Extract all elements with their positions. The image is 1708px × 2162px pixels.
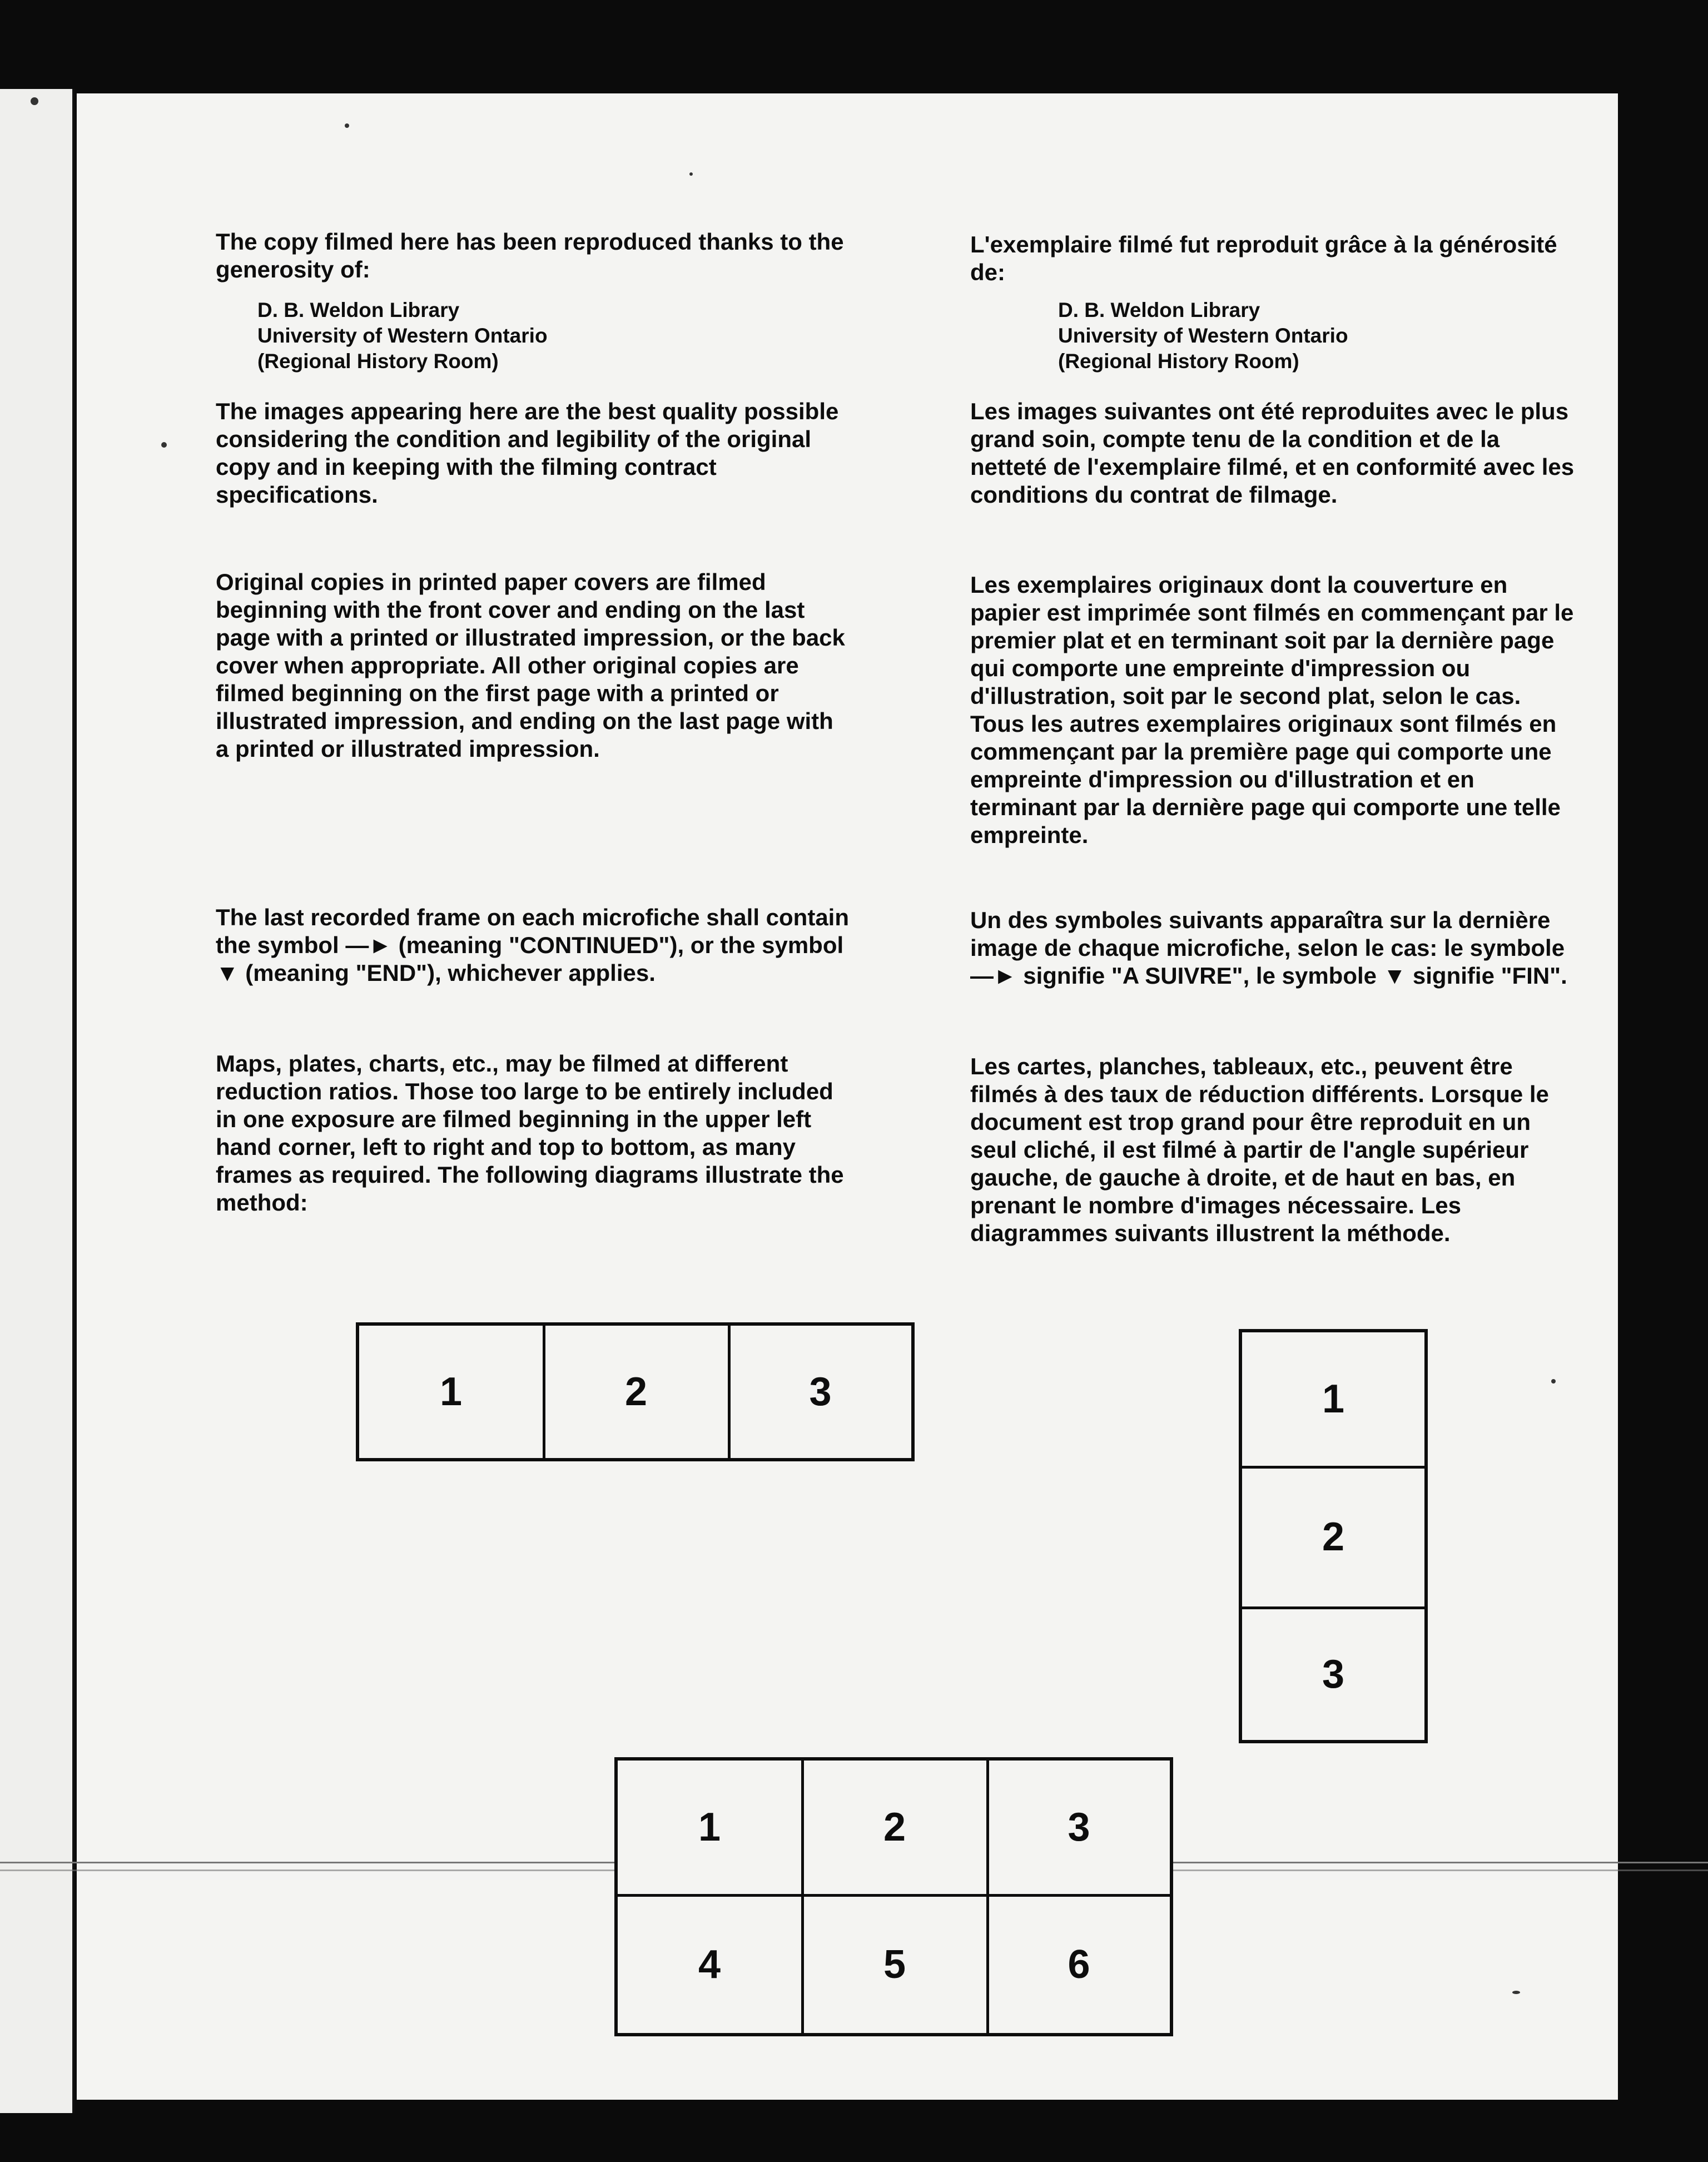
maps-paragraph-fr: Les cartes, planches, tableaux, etc., peuvent être filmés à des taux de réduction différents. Lorsque le document est trop grand pour être reproduit en un seul cliché, il est filmé à partir de l'angle supérieur gauche, de gauche à droite, et de haut en bas, en prenant le nombre d'images nécessaire. Les diagrammes suivants illustrent la méthode. xyxy=(970,1053,1549,1246)
dust-speck xyxy=(1551,1379,1556,1384)
frame-cell: 2 xyxy=(1242,1467,1424,1609)
address-line: University of Western Ontario xyxy=(1058,324,1348,347)
thanks-paragraph: The copy filmed here has been reproduced thanks to the generosity of: xyxy=(216,229,844,282)
frame-cell: 3 xyxy=(988,1761,1170,1897)
address-line: D. B. Weldon Library xyxy=(257,299,460,321)
frame-cell: 1 xyxy=(1242,1332,1424,1469)
library-address-fr xyxy=(1058,297,1348,374)
page-edge-line xyxy=(72,89,75,2113)
thanks-paragraph-fr: L'exemplaire filmé fut reproduit grâce à la générosité de: xyxy=(970,231,1557,285)
symbols-paragraph: The last recorded frame on each microfiche shall contain the symbol ―► (meaning "CONTINUED"), or the symbol ▼ (meaning "END"), whichever applies. xyxy=(216,904,850,986)
frame-cell: 2 xyxy=(803,1761,989,1897)
address-line: (Regional History Room) xyxy=(1058,350,1299,373)
dust-speck xyxy=(689,172,693,176)
address-line: (Regional History Room) xyxy=(257,350,499,373)
dust-speck xyxy=(1512,1991,1520,1994)
frame-cell: 2 xyxy=(544,1326,731,1458)
frame-cell: 4 xyxy=(618,1896,804,2033)
vertical-frames-diagram xyxy=(1239,1329,1428,1743)
symbols-paragraph-fr: Un des symboles suivants apparaîtra sur la dernière image de chaque microfiche, selon le cas: le symbole ―► signifie "A SUIVRE", le symbole ▼ signifie "FIN". xyxy=(970,907,1567,989)
dust-speck xyxy=(345,123,349,128)
dust-speck xyxy=(161,442,167,448)
horizontal-frames-diagram xyxy=(356,1322,915,1461)
frame-cell: 1 xyxy=(359,1326,545,1458)
covers-paragraph-fr: Les exemplaires originaux dont la couverture en papier est imprimée sont filmés en commençant par le premier plat et en terminant soit par la dernière page qui comporte une empreinte d'impression ou d'illustration, soit par le second plat, selon le cas. Tous les autres exemplaires originaux sont filmés en commençant par la première page qui comporte une empreinte d'impression ou d'illustration et en terminant par la dernière page qui comporte une telle empreinte. xyxy=(970,572,1574,848)
frame-cell: 6 xyxy=(1068,1942,1090,1987)
address-line: D. B. Weldon Library xyxy=(1058,299,1260,321)
grid-frames-diagram xyxy=(614,1757,1173,2036)
frame-cell: 3 xyxy=(1322,1652,1345,1697)
frame-cell: 1 xyxy=(618,1761,804,1897)
covers-paragraph: Original copies in printed paper covers are filmed beginning with the front cover and ending on the last page with a printed or illustrated impression, or the back cover when appropriate. All other original copies are filmed beginning on the first page with a printed or illustrated impression, and ending on the last page with a printed or illustrated impression. xyxy=(216,569,845,762)
address-line: University of Western Ontario xyxy=(257,324,548,347)
maps-paragraph: Maps, plates, charts, etc., may be filmed at different reduction ratios. Those too large to be entirely included in one exposure are filmed beginning in the upper left hand corner, left to right and top to bottom, as many frames as required. The following diagrams illustrate the method: xyxy=(216,1050,844,1216)
quality-paragraph-fr: Les images suivantes ont été reproduites avec le plus grand soin, compte tenu de la condition et de la netteté de l'exemplaire filmé, et en conformité avec les conditions du contrat de filmage. xyxy=(970,398,1575,508)
frame-cell: 3 xyxy=(809,1370,832,1414)
frame-cell: 5 xyxy=(803,1896,989,2033)
adjacent-page-strip xyxy=(0,89,72,2113)
quality-paragraph: The images appearing here are the best quality possible considering the condition and legibility of the original copy and in keeping with the filming contract specifications. xyxy=(216,398,839,508)
library-address xyxy=(257,297,548,374)
dust-speck xyxy=(31,97,38,105)
